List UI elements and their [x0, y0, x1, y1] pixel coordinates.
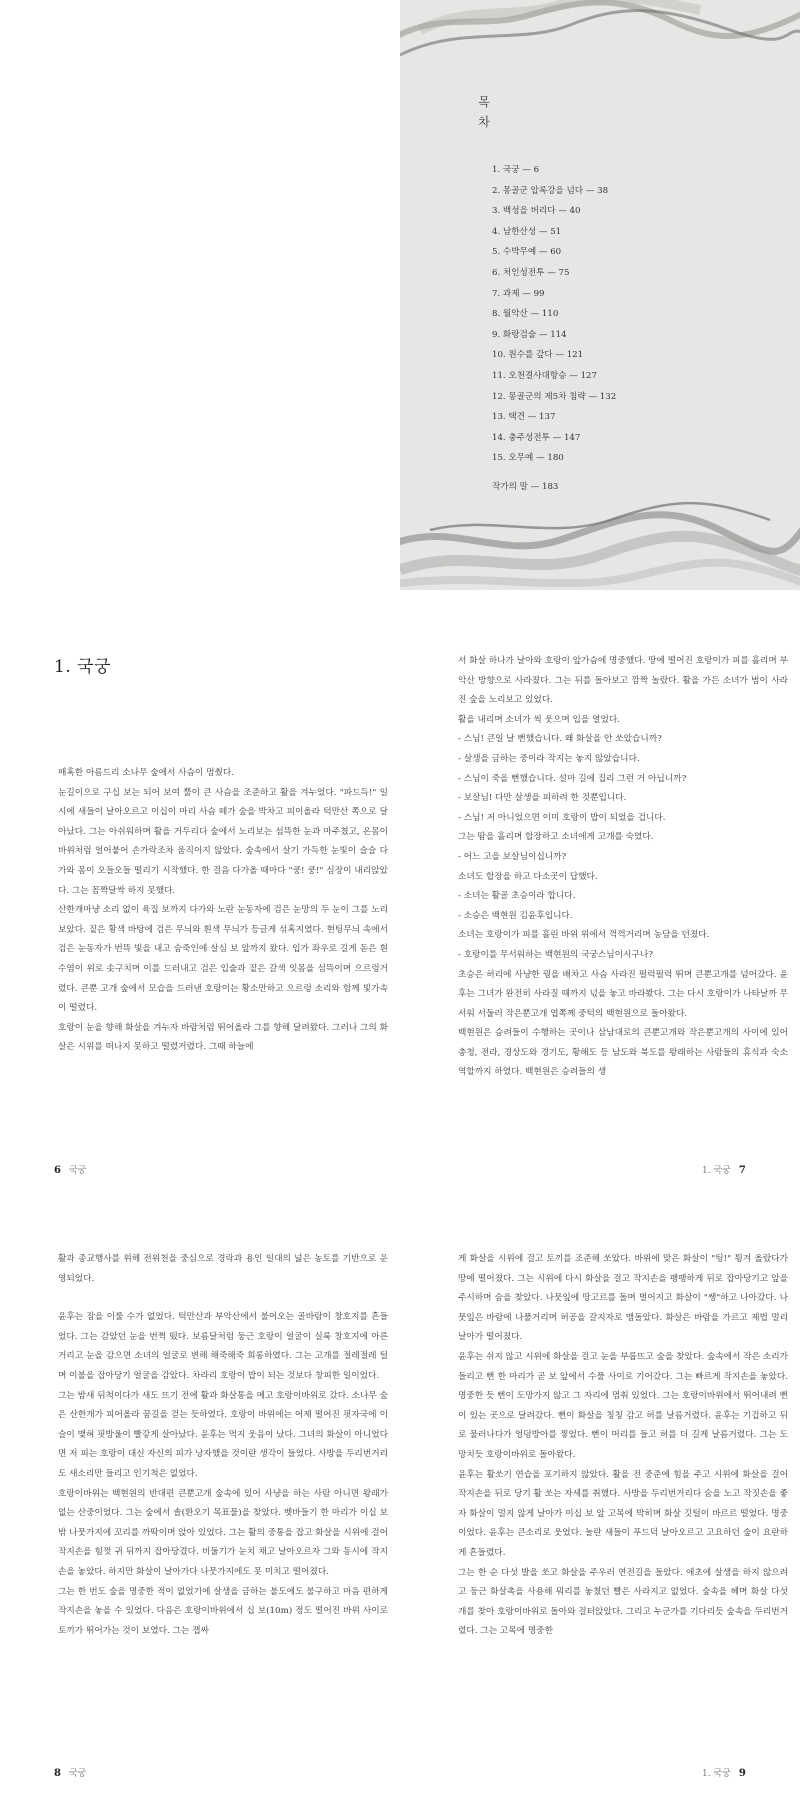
page-7-body [458, 652, 788, 1083]
dialogue-line: - 소녀는 활골 초승이라 합니다. [458, 891, 576, 902]
toc-entry[interactable]: 3. 백성을 버리다 — 40 [492, 206, 581, 217]
paragraph: 그는 땀을 흘리며 합장하고 소녀에게 고개를 숙였다. [458, 832, 654, 843]
paragraph: 소녀는 호랑이가 피를 흘린 바위 위에서 꺽꺽거리며 농담을 던졌다. [458, 930, 710, 941]
page-7-folio [694, 1163, 746, 1176]
page-6-body [58, 764, 388, 1058]
running-head: 국궁 [68, 1769, 87, 1779]
toc-entry[interactable]: 1. 국궁 — 6 [492, 165, 540, 175]
page-9-body [458, 1250, 788, 1642]
paragraph: 산한개마냥 소리 없이 육집 보까지 다가와 노란 눈동자에 검은 눈망의 두 눈이 그를 노리보았다. 짙은 황색 바탕에 검은 무늬와 흰색 무늬가 등글게 섞혹지였다. 현팅무늬 속에서 검은 눈동자가 번뜩 빛을 내고 숨죽인에 살심 보 앞까지 왔다. 입가 좌우로 길게 돋은 흰 수염이 위로 솟구치며 이를 드러내고 검은 입술과 짙은 갈색 잇몸을 섬뜩이며 으르렁거렸다. 큰뿐 고개 숲에서 모습을 드러낸 호랑이는 황소만하고 으르렁 소리와 함께 빛가속이 떨렸다. [58, 905, 388, 1014]
paragraph: 눈길이으로 구십 보는 되어 보여 뿔이 큰 사슴을 조준하고 활을 겨누었다. "파드득!" 일시에 새들이 날아오르고 이십이 마리 사슴 떼가 숲을 박차고 피이올라 턱만산 쪽으로 달아났다. 그는 아쉬워하며 활을 거두리다 숲에서 노리보는 섬뜩한 눈과 마주쳤고, 온몸이 바위처럼 얼어붙어 손가락조차 움직이지 않았다. 숲속에서 살기 가득한 눈빛이 슬슬 다가와 몸이 오들오들 떨리기 시작했다. 한 걸음 다가올 때마다 "쿵! 쿵!" 심장이 내리앉았다. 그는 꼼짝달싹 하지 못했다. [58, 787, 388, 896]
dialogue-line: - 어느 고을 보살님이십니까? [458, 851, 567, 862]
toc-entry[interactable]: 7. 과제 — 99 [492, 288, 545, 299]
page-9-folio [694, 1766, 746, 1779]
paragraph: 활과 종교행사를 위해 전위천을 중심으로 경락과 용인 일대의 넓은 농토를 기반으로 운영되었다. [58, 1254, 388, 1284]
dialogue-line: - 스님! 저 아니었으면 이미 호랑이 밥이 되었을 겁니다. [458, 812, 666, 823]
page-8-folio [54, 1766, 94, 1779]
paragraph: 그는 밤새 뒤척이다가 새도 뜨기 전에 활과 화살통을 메고 호랑이바위로 갔다. 소나무 숲은 산한개가 피어올라 꿈길을 걷는 듯하였다. 호랑이 바위에는 어제 떨어진 핏자국에 이슬이 맺혀 핏방울이 빨갛게 살아났다. 윤후는 먹지 웃음이 났다. 그녀의 화살이 아니었다면 저 피는 호랑이 대신 자신의 피가 낭자했을 것이란 생각이 들었다. 사방을 두리번거리도 새소리만 들리고 인기척은 없었다. [58, 1390, 388, 1479]
paragraph: 소녀도 합장을 하고 다소곳이 답했다. [458, 871, 598, 882]
toc-afterword[interactable]: 작가의 말 — 183 [492, 482, 559, 492]
toc-list [492, 160, 616, 469]
dialogue-line: - 보살님! 다만 살생을 피하려 한 것뿐입니다. [458, 793, 627, 804]
page-number: 7 [738, 1165, 746, 1176]
paragraph: 활을 내리며 소녀가 씩 웃으며 입을 열었다. [458, 714, 620, 725]
toc-entry[interactable]: 11. 오천결사대항승 — 127 [492, 370, 597, 381]
page-8-body [58, 1250, 388, 1641]
toc-entry[interactable]: 5. 수박무예 — 60 [492, 247, 562, 258]
dialogue-line: - 스님! 큰일 날 뻔했습니다. 왜 화살을 안 쏘았습니까? [458, 734, 662, 745]
paragraph: 매혹한 아름드리 소나무 숲에서 사슴이 멈췄다. [58, 768, 235, 778]
running-head: 국궁 [68, 1166, 87, 1176]
toc-entry[interactable]: 6. 처인성전투 — 75 [492, 267, 570, 278]
toc-entry[interactable]: 4. 남한산성 — 51 [492, 226, 562, 237]
toc-panel [400, 0, 800, 590]
dialogue-line: - 스님이 죽을 뻔했습니다. 설마 길에 집리 그런 거 아닙니까? [458, 773, 687, 784]
paragraph: 게 화살을 시위에 걸고 토끼를 조준해 쏘았다. 바위에 맞은 화살이 "팅!" 튕겨 올랐다가 땅에 떨어졌다. 그는 시위에 다시 화살을 걸고 작지손을 팽팽하게 뒤로 잡아당기고 앞을 주시하며 숨을 찾았다. 나뭇잎에 땅고르를 돌며 벌어지고 화살이 "쌩"하고 나아갔다. 나뭇잎은 바람에 나풀거리며 허공을 갈지자로 맴돌았다. 화살은 바람을 가르고 제법 멀리 날아가 떨어졌다. [458, 1254, 788, 1343]
page-number: 8 [54, 1768, 61, 1779]
running-head: 1. 국궁 [702, 1166, 731, 1176]
chapter-heading: 1. 국궁 [54, 657, 111, 677]
dialogue-line: - 소승은 백현원 김윤후입니다. [458, 910, 573, 921]
running-head: 1. 국궁 [702, 1769, 731, 1779]
toc-entry[interactable]: 10. 원수를 갚다 — 121 [492, 350, 584, 361]
page-number: 9 [738, 1768, 746, 1779]
toc-entry[interactable]: 8. 월악산 — 110 [492, 309, 559, 320]
paragraph: 그는 한 번도 숲을 명중한 적이 없었기에 살생을 금하는 불도에도 불구하고 마음 편하게 작지손을 놓을 수 있었다. 다음은 호랑이바위에서 십 보(10m) 정도 떨어진 바위 사이로 토끼가 뛰어가는 것이 보였다. 그는 잽싸 [58, 1586, 388, 1636]
toc-entry[interactable]: 9. 화랑검술 — 114 [492, 329, 567, 340]
paragraph: 윤후는 활쏘기 연습을 포기하지 않았다. 활을 전 중준에 힘을 주고 시위에 화살을 걸어 작지손을 뒤로 당기 활 쏘는 자세를 취했다. 사방을 두리번거리다 숨을 노고 작짓손을 좋자 화살이 멀지 않게 날아가 이십 보 앞 고목에 박히며 화살 깃털이 바르르 떨었다. 명중이었다. 윤후는 큰소리로 웃었다. 놀란 새들이 푸드덕 날아오르고 고요하던 숲이 요란하게 흔들렸다. [458, 1469, 788, 1558]
paragraph: 윤후는 잠을 이룰 수가 없었다. 턱만산과 부악산에서 불어오는 골바람이 창호지를 흔들었다. 그는 감았던 눈을 번쩍 떴다. 보름달처럼 둥근 호랑이 얼굴이 실룩 창호지에 아른거리고 눈을 감으면 소녀의 얼굴로 변해 해죽해죽 희롱하였다. 그는 고개를 절레절레 털며 이불을 잡아당기 얼굴을 감았다. 차라리 호랑이 밥이 되는 것보다 창피한 일이었다. [58, 1312, 388, 1381]
paragraph: 호랑이 눈을 향해 화살을 겨누자 바람처럼 뛰어올라 그를 향해 달려왔다. 그러나 그의 화살은 시위를 떠나지 못하고 떨렸거렸다. 그때 하늘에 [58, 1022, 388, 1053]
page-6-folio [54, 1163, 94, 1176]
toc-entry[interactable]: 15. 오무예 — 180 [492, 453, 564, 464]
paragraph: 초승은 허리에 사냥한 꿩을 배차고 사슴 사라진 펄럭펄럭 뛰며 큰뿐고개를 넘어갔다. 윤후는 그녀가 완전히 사라질 때까지 넋을 놓고 바라봤다. 그는 다시 호랑이가 나타날까 무서워 서둘러 작은뿐고개 엽쪽께 중턱의 백현원으로 돌아왔다. [458, 969, 788, 1019]
toc-entry[interactable]: 14. 충주성전투 — 147 [492, 432, 581, 443]
toc-title: 목 차 [478, 95, 490, 129]
toc-entry[interactable]: 2. 몽골군 압록강을 넘다 — 38 [492, 185, 609, 196]
paragraph: 백현원은 승려들이 수행하는 곳이나 삼남대로의 큰뿐고개와 작은뿐고개의 사이에 있어 충청, 전라, 경상도와 경기도, 황해도 등 남도와 북도를 왕래하는 사람들의 휴식과 숙소 역할까지 하였다. 백현원은 승려들의 생 [458, 1028, 788, 1078]
toc-entry[interactable]: 12. 몽골군의 제5차 침략 — 132 [492, 391, 617, 402]
paragraph: 서 화살 하나가 날아와 호랑이 앞가슴에 명중했다. 땅에 떨어진 호랑이가 피를 흘리며 부악산 방향으로 사라졌다. 그는 뒤를 돌아보고 깜짝 놀랐다. 활을 가든 소녀가 범이 사라진 숲을 노리보고 있었다. [458, 656, 788, 706]
paragraph: 윤후는 쉬지 않고 시위에 화살을 걸고 눈을 부릅뜨고 숲을 찾았다. 숲속에서 작은 소리가 들리고 뻔 한 마리가 곧 보 앞에서 수풀 사이로 기어갔다. 그는 빠르게 작지손을 놓았다. 명중한 듯 뻔이 도망가지 않고 그 자리에 멈춰 있었다. 그는 호랑이바위에서 뛰어내려 뻔이 있는 곳으로 달려갔다. 뻔이 화살을 칭칭 감고 허를 날름거렸다. 윤후는 기겁하고 뒤로 물러나다가 엉덩방아를 찧었다. 뻔이 머리를 들고 허를 더 길게 날름거렸다. 그는 도망치듯 호랑이바위로 돌아왔다. [458, 1351, 788, 1460]
dialogue-line: - 호랑이를 무서워하는 백현원의 국궁스님이시구나? [458, 949, 653, 960]
dialogue-line: - 살생을 금하는 중이라 작지는 놓지 않았습니다. [458, 753, 640, 764]
toc-entry[interactable]: 13. 택견 — 137 [492, 412, 556, 423]
page-number: 6 [54, 1165, 61, 1176]
paragraph: 그는 한 순 다섯 발을 쏘고 화살을 주우러 연전길을 돌았다. 애초에 살생을 하지 않으려고 둥근 화살촉을 사용해 뭐리를 놓쳤던 빨은 사라지고 없었다. 숲속을 헤며 화살 다섯 개를 찾아 호랑이바위로 돌아와 걸터앉았다. 그리고 누군가를 기다리듯 숲속을 두리번거렸다. 그는 고목에 명중한 [458, 1567, 788, 1637]
paragraph: 호랑이바위는 백현원의 반대편 큰뿐고개 숲속에 있어 사냥을 하는 사람 아니면 왕래가 없는 산중이었다. 그는 숲에서 솔(환오기 목표물)을 찾았다. 벳바들기 한 마리가 이십 보 밖 나뭇가지에 꼬리를 까딱이며 앉아 있었다. 그는 활의 중통을 잡고 화살을 시위에 걸어 작지손을 힘껏 귀 뒤까지 잡아당겼다. 비둘기가 눈치 채고 날아오르자 그와 동시에 작지손을 놓았다. 하지만 화살이 날아가다 나뭇가지에도 못 미치고 떨어졌다. [58, 1488, 388, 1577]
